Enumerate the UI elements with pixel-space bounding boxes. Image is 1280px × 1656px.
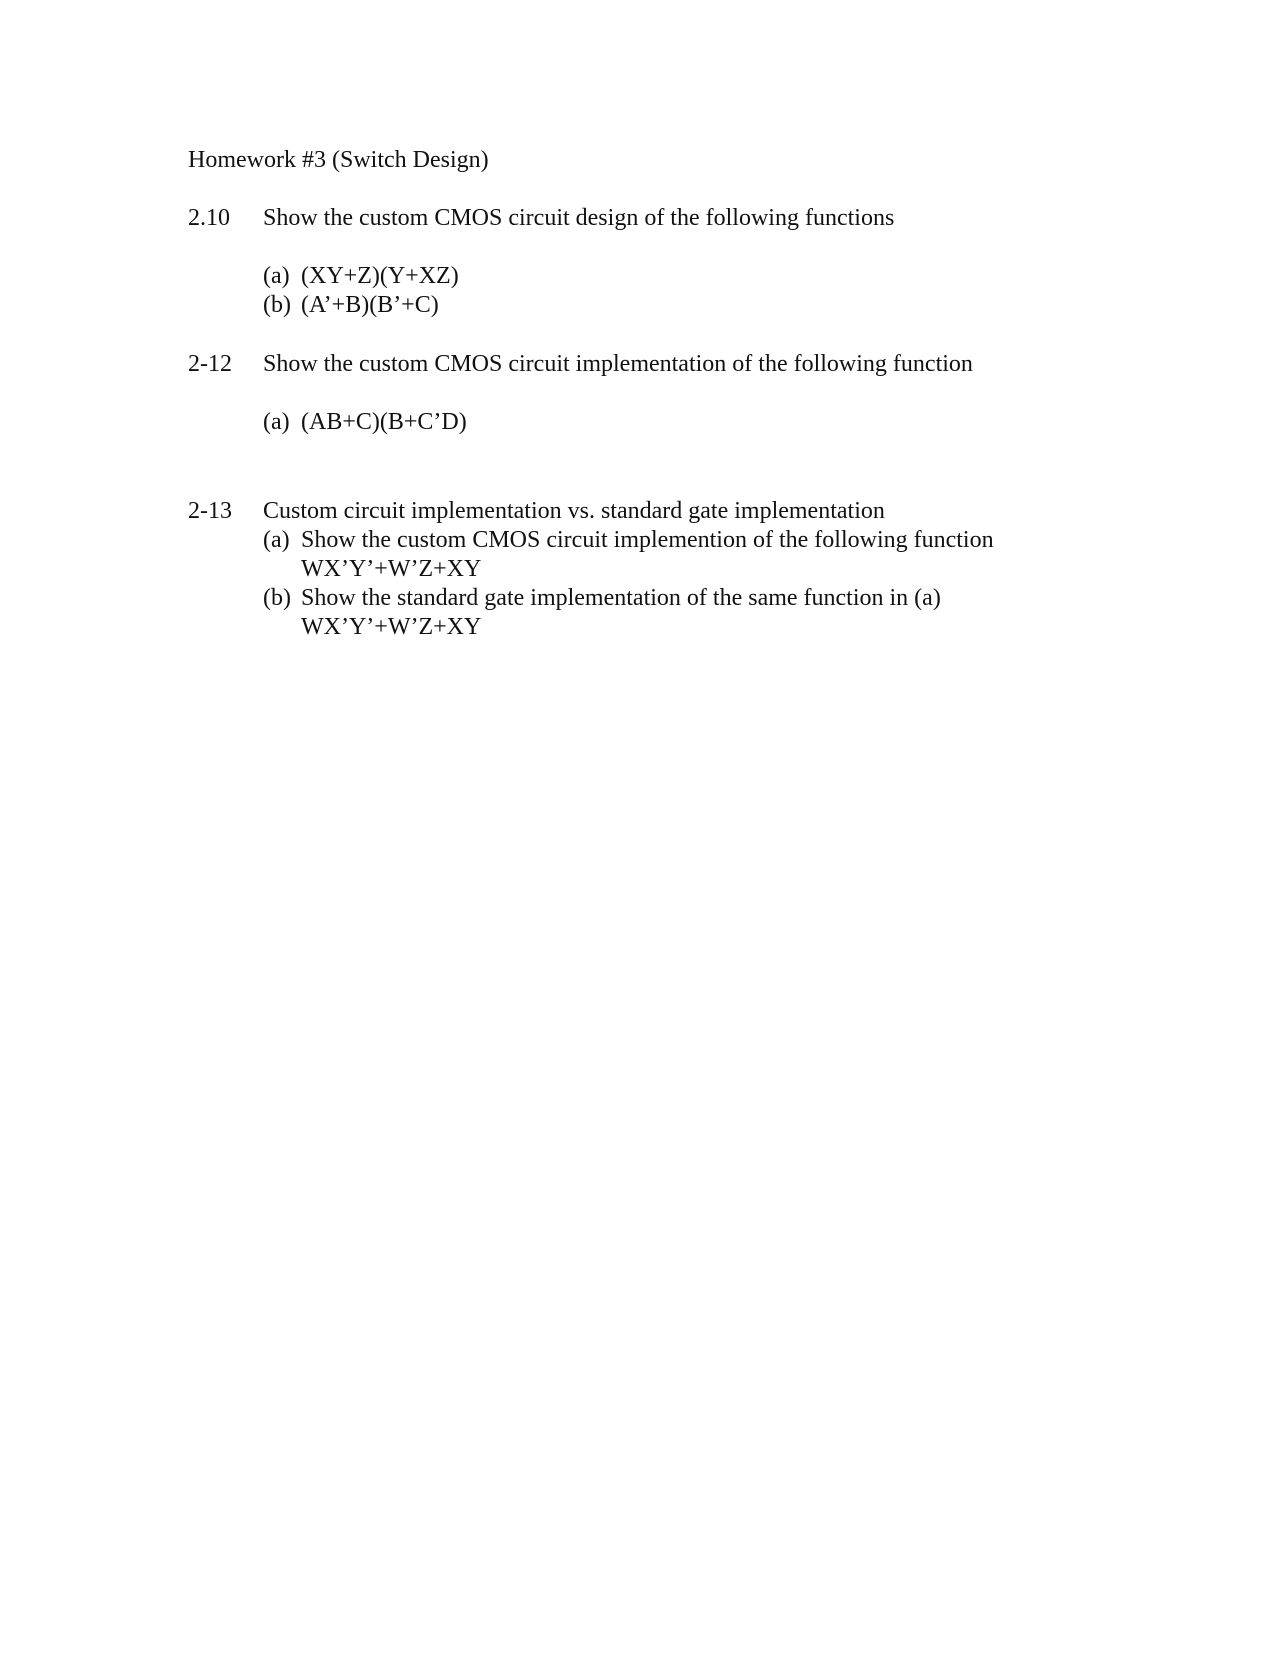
problem-body: [263, 350, 1088, 437]
problem-part: [263, 584, 1088, 642]
part-label: (a): [263, 263, 290, 289]
problem-part: [263, 408, 1088, 437]
problem-parts: [263, 408, 1088, 437]
problem-2-13: [188, 497, 1088, 642]
homework-document: [188, 146, 1088, 642]
part-label: (a): [263, 527, 290, 553]
problem-parts: [263, 526, 1088, 642]
part-content: [301, 526, 1088, 584]
problem-2-10: [188, 204, 1088, 320]
part-expression: (XY+Z)(Y+XZ): [301, 263, 459, 289]
part-label: (b): [263, 585, 291, 611]
problem-number: 2-13: [188, 498, 232, 524]
part-content: [301, 584, 1088, 642]
part-text: Show the custom CMOS circuit implemention of the following function: [301, 527, 994, 553]
problem-part: [263, 526, 1088, 584]
problem-body: [263, 497, 1088, 642]
part-expression: WX’Y’+W’Z+XY: [301, 556, 482, 582]
problem-body: [263, 204, 1088, 320]
part-expression: (A’+B)(B’+C): [301, 292, 439, 318]
part-expression: WX’Y’+W’Z+XY: [301, 614, 482, 640]
page-title: Homework #3 (Switch Design): [188, 147, 489, 173]
problem-text: Show the custom CMOS circuit design of the following functions: [263, 205, 895, 231]
part-text: Show the standard gate implementation of the same function in (a): [301, 585, 941, 611]
part-label: (b): [263, 292, 291, 318]
part-expression: (AB+C)(B+C’D): [301, 409, 467, 435]
problem-text: Show the custom CMOS circuit implementation of the following function: [263, 351, 973, 377]
part-label: (a): [263, 409, 290, 435]
problem-part: [263, 291, 1088, 320]
problem-parts: [263, 262, 1088, 320]
problem-2-12: [188, 350, 1088, 437]
problem-number: 2-12: [188, 351, 232, 377]
problem-text: Custom circuit implementation vs. standard gate implementation: [263, 498, 885, 524]
problem-part: [263, 262, 1088, 291]
problem-number: 2.10: [188, 205, 230, 231]
